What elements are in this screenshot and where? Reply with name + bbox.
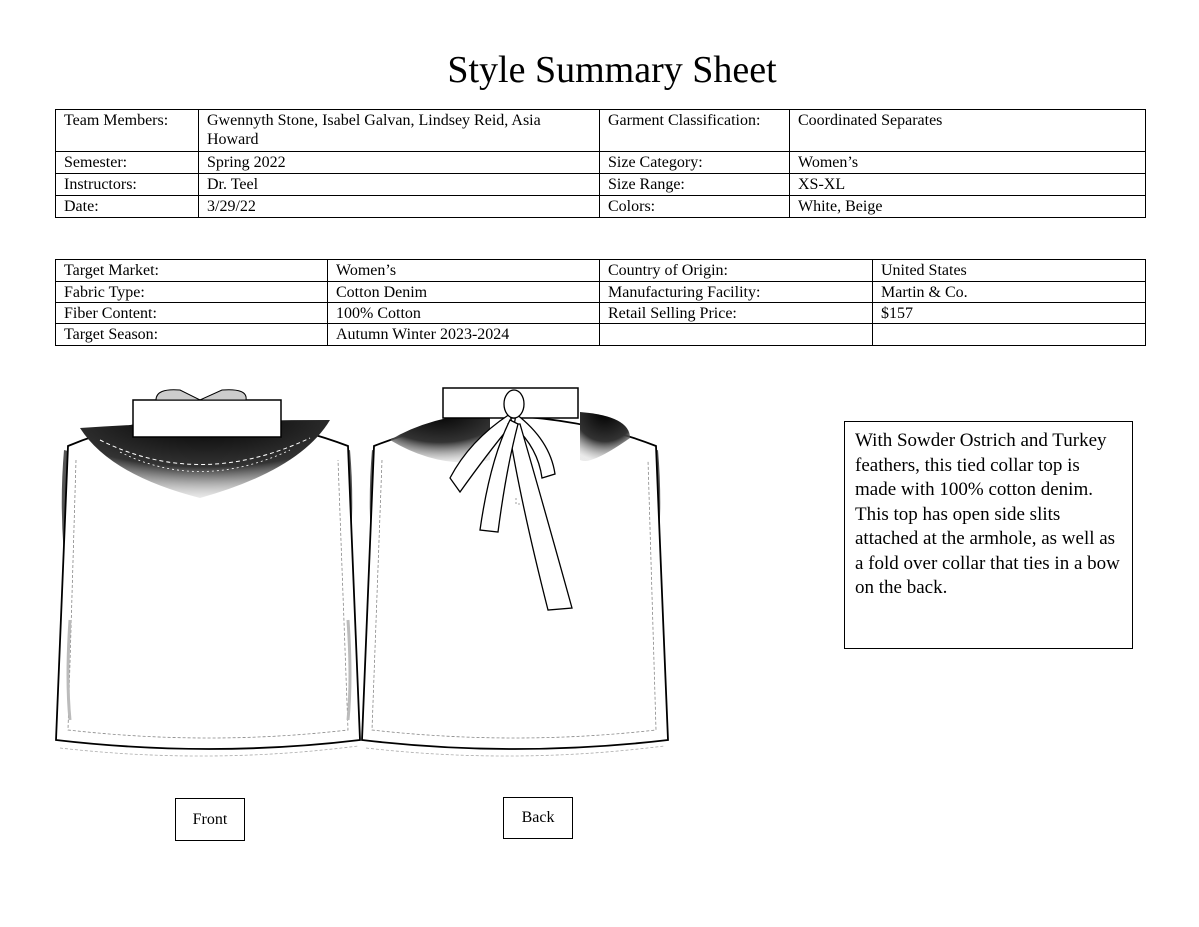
table-cell: Team Members: bbox=[56, 110, 199, 152]
table-cell: Martin & Co. bbox=[873, 282, 1146, 303]
table-cell: Gwennyth Stone, Isabel Galvan, Lindsey Reid, Asia Howard bbox=[199, 110, 600, 152]
table-cell: $157 bbox=[873, 303, 1146, 324]
table-cell: Target Season: bbox=[56, 324, 328, 346]
table-cell: Autumn Winter 2023-2024 bbox=[328, 324, 600, 346]
table-row bbox=[56, 174, 1146, 196]
table-cell: Cotton Denim bbox=[328, 282, 600, 303]
table-cell: Fiber Content: bbox=[56, 303, 328, 324]
info-table-team bbox=[55, 109, 1146, 218]
table-cell: Garment Classification: bbox=[600, 110, 790, 152]
table-cell: Dr. Teel bbox=[199, 174, 600, 196]
style-description: With Sowder Ostrich and Turkey feathers, this tied collar top is made with 100% cotton denim. This top has open side slits attached at the armhole, as well as a fold over collar that ties in a bow on the back. bbox=[844, 421, 1133, 649]
table-cell: Women’s bbox=[328, 260, 600, 282]
front-view-sketch bbox=[56, 390, 360, 756]
table-cell: Spring 2022 bbox=[199, 152, 600, 174]
table-cell: Manufacturing Facility: bbox=[600, 282, 873, 303]
table-cell: Colors: bbox=[600, 196, 790, 218]
front-view-label: Front bbox=[175, 798, 245, 841]
table-row bbox=[56, 152, 1146, 174]
table-row bbox=[56, 282, 1146, 303]
back-view-sketch bbox=[362, 388, 668, 756]
table-cell bbox=[873, 324, 1146, 346]
table-row bbox=[56, 110, 1146, 152]
table-cell: Country of Origin: bbox=[600, 260, 873, 282]
table-cell: Size Category: bbox=[600, 152, 790, 174]
table-cell: Women’s bbox=[790, 152, 1146, 174]
table-row bbox=[56, 303, 1146, 324]
page-title: Style Summary Sheet bbox=[447, 49, 777, 91]
garment-sketch bbox=[50, 380, 680, 760]
table-row bbox=[56, 324, 1146, 346]
table-cell: 100% Cotton bbox=[328, 303, 600, 324]
table-cell bbox=[600, 324, 873, 346]
table-row bbox=[56, 196, 1146, 218]
table-cell: Instructors: bbox=[56, 174, 199, 196]
table-cell: XS-XL bbox=[790, 174, 1146, 196]
table-cell: Semester: bbox=[56, 152, 199, 174]
table-cell: Retail Selling Price: bbox=[600, 303, 873, 324]
table-cell: United States bbox=[873, 260, 1146, 282]
info-table-product bbox=[55, 259, 1146, 346]
table-cell: Fabric Type: bbox=[56, 282, 328, 303]
table-cell: Date: bbox=[56, 196, 199, 218]
table-cell: 3/29/22 bbox=[199, 196, 600, 218]
table-cell: White, Beige bbox=[790, 196, 1146, 218]
back-view-label: Back bbox=[503, 797, 573, 839]
table-row bbox=[56, 260, 1146, 282]
table-cell: Size Range: bbox=[600, 174, 790, 196]
table-cell: Coordinated Separates bbox=[790, 110, 1146, 152]
table-cell: Target Market: bbox=[56, 260, 328, 282]
